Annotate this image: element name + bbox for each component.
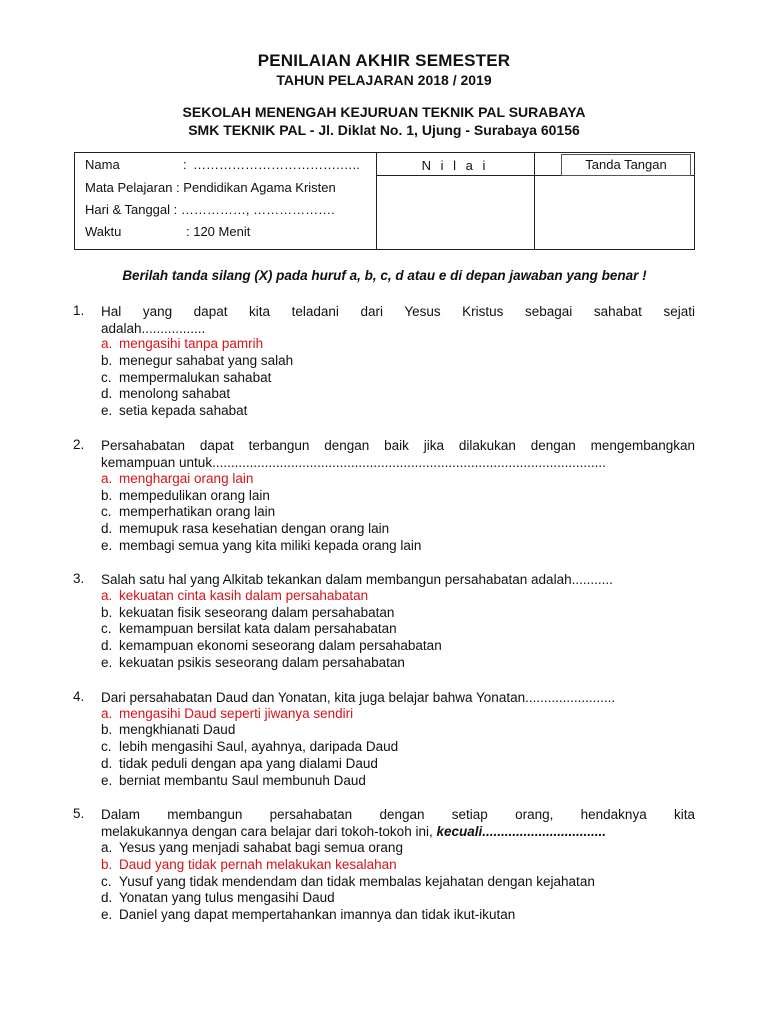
question-text (101, 571, 695, 588)
option-d[interactable]: d. menolong sahabat (101, 386, 231, 401)
question-line: kemampuan untuk......................................................................................................... (101, 455, 606, 470)
name-label: Nama (85, 157, 120, 172)
option-c[interactable]: c. kemampuan bersilat kata dalam persahabatan (101, 621, 397, 636)
question-text (101, 689, 695, 706)
option-e[interactable]: e. berniat membantu Saul membunuh Daud (101, 773, 366, 788)
question-number: 5. (73, 806, 85, 821)
question-line: Dalam membangun persahabatan dengan setiap orang, hendaknya kita (101, 807, 695, 822)
date-line[interactable]: Hari & Tanggal : ……………, ………………. (85, 202, 335, 217)
school-address: SMK TEKNIK PAL - Jl. Diklat No. 1, Ujung - Surabaya 60156 (188, 122, 580, 138)
page-title: PENILAIAN AKHIR SEMESTER (257, 51, 511, 70)
option-b[interactable]: b. menegur sahabat yang salah (101, 353, 294, 368)
question-line: adalah................. (101, 321, 206, 336)
option-b[interactable]: b. Daud yang tidak pernah melakukan kesalahan (101, 857, 397, 872)
name-field[interactable]: …………………………….….. (193, 157, 360, 172)
option-b[interactable]: b. kekuatan fisik seseorang dalam persahabatan (101, 605, 395, 620)
school-name: SEKOLAH MENENGAH KEJURUAN TEKNIK PAL SURABAYA (182, 104, 586, 120)
name-colon: : (183, 157, 187, 172)
question-text (101, 806, 695, 840)
option-d[interactable]: d. tidak peduli dengan apa yang dialami Daud (101, 756, 378, 771)
option-d[interactable]: d. kemampuan ekonomi seseorang dalam persahabatan (101, 638, 442, 653)
option-d[interactable]: d. Yonatan yang tulus mengasihi Daud (101, 890, 335, 905)
question-line: Dari persahabatan Daud dan Yonatan, kita juga belajar bahwa Yonatan........................ (101, 690, 616, 705)
option-a[interactable]: a. mengasihi tanpa pamrih (101, 336, 264, 351)
option-c[interactable]: c. lebih mengasihi Saul, ayahnya, daripada Daud (101, 739, 399, 754)
option-a[interactable]: a. mengasihi Daud seperti jiwanya sendiri (101, 706, 354, 721)
subject-line: Mata Pelajaran : Pendidikan Agama Kristen (85, 180, 336, 195)
option-d[interactable]: d. memupuk rasa kesehatian dengan orang lain (101, 521, 390, 536)
option-c[interactable]: c. Yusuf yang tidak mendendam dan tidak membalas kejahatan dengan kejahatan (101, 874, 595, 889)
question-emphasis: kecuali................................. (436, 824, 607, 839)
signature-header: Tanda Tangan (585, 157, 667, 172)
question-line: Persahabatan dapat terbangun dengan baik jika dilakukan dengan mengembangkan (101, 438, 695, 453)
option-e[interactable]: e. Daniel yang dapat mempertahankan imannya dan tidak ikut-ikutan (101, 907, 516, 922)
instruction-text: Berilah tanda silang (X) pada huruf a, b, c, d atau e di depan jawaban yang benar ! (122, 268, 647, 283)
question-line: melakukannya dengan cara belajar dari tokoh-tokoh ini, (101, 824, 433, 839)
question-text (101, 303, 695, 337)
option-a[interactable]: a. kekuatan cinta kasih dalam persahabatan (101, 588, 369, 603)
academic-year: TAHUN PELAJARAN 2018 / 2019 (276, 72, 492, 88)
option-c[interactable]: c. mempermalukan sahabat (101, 370, 272, 385)
question-text (101, 437, 695, 471)
question-line: Hal yang dapat kita teladani dari Yesus Kristus sebagai sahabat sejati (101, 304, 695, 319)
option-e[interactable]: e. kekuatan psikis seseorang dalam persahabatan (101, 655, 405, 670)
question-number: 4. (73, 689, 85, 704)
question-number: 2. (73, 437, 85, 452)
question-line: Salah satu hal yang Alkitab tekankan dalam membangun persahabatan adalah........... (101, 572, 613, 587)
question-number: 3. (73, 571, 85, 586)
option-e[interactable]: e. setia kepada sahabat (101, 403, 248, 418)
option-b[interactable]: b. mempedulikan orang lain (101, 488, 270, 503)
option-a[interactable]: a. Yesus yang menjadi sahabat bagi semua orang (101, 840, 403, 855)
column-divider (534, 152, 535, 250)
question-number: 1. (73, 303, 85, 318)
time-value: : 120 Menit (186, 224, 251, 239)
option-a[interactable]: a. menghargai orang lain (101, 471, 254, 486)
score-header: N i l a i (421, 158, 489, 173)
option-e[interactable]: e. membagi semua yang kita miliki kepada orang lain (101, 538, 422, 553)
option-c[interactable]: c. memperhatikan orang lain (101, 504, 276, 519)
option-b[interactable]: b. mengkhianati Daud (101, 722, 236, 737)
time-label: Waktu (85, 224, 122, 239)
